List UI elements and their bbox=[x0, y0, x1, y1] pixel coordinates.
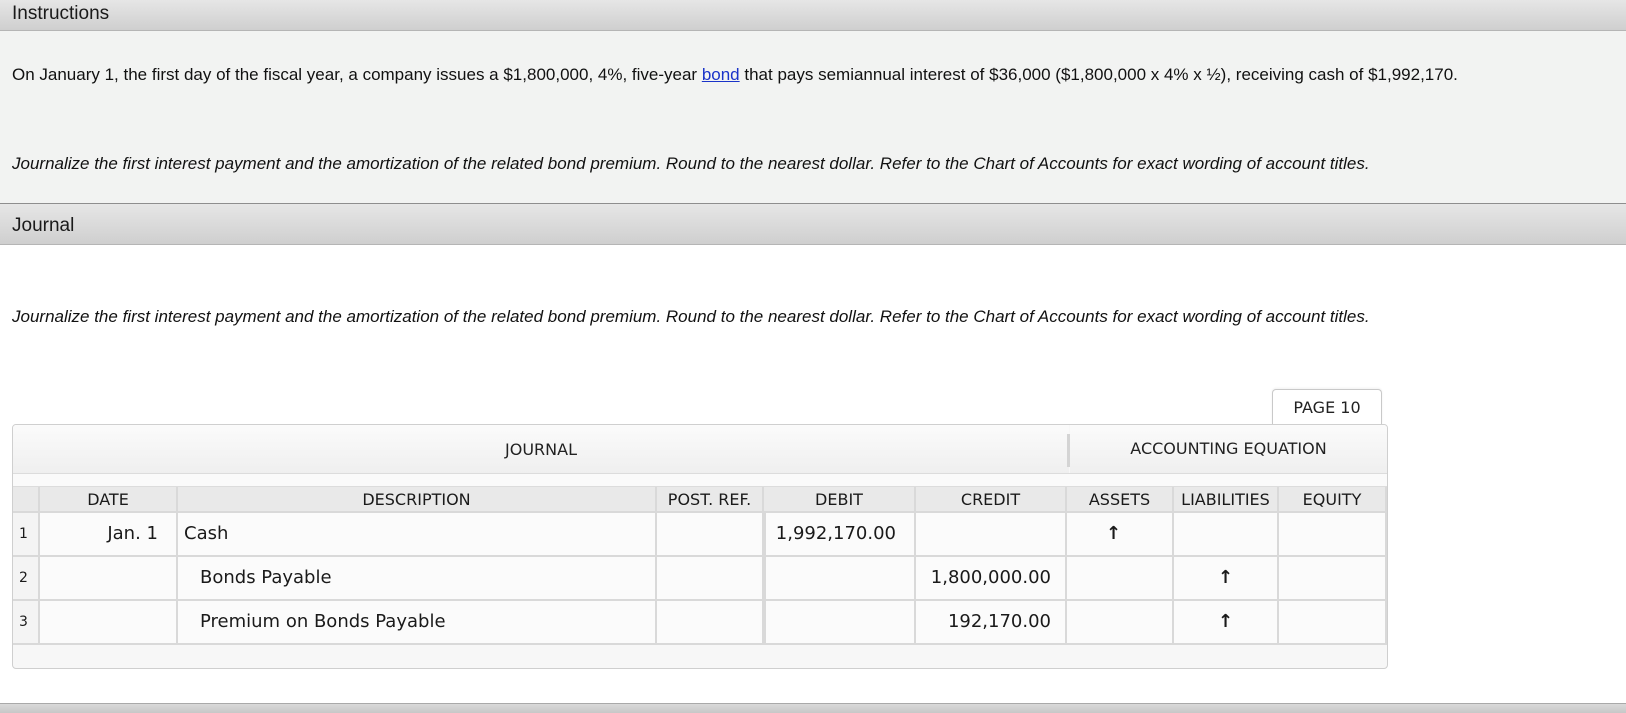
instructions-text-after: that pays semiannual interest of $36,000 ($1,800,000 x 4% x ½), receiving cash of $1,992,170. bbox=[739, 65, 1458, 84]
accounting-equation-header: ACCOUNTING EQUATION bbox=[1070, 425, 1387, 473]
equity-indicator[interactable] bbox=[1279, 513, 1387, 557]
col-header-debit: DEBIT bbox=[764, 487, 916, 513]
journal-section-header: JOURNAL bbox=[13, 425, 1069, 473]
col-header-credit: CREDIT bbox=[916, 487, 1067, 513]
row-number: 1 bbox=[13, 513, 40, 557]
date-field[interactable]: Jan. 1 bbox=[40, 513, 178, 557]
post-ref-field[interactable] bbox=[657, 513, 764, 557]
instructions-panel bbox=[0, 31, 1626, 203]
assets-indicator[interactable]: ↑ bbox=[1067, 513, 1174, 557]
instructions-header: Instructions bbox=[0, 0, 1626, 31]
date-field[interactable] bbox=[40, 601, 178, 645]
row-number: 3 bbox=[13, 601, 40, 645]
description-field[interactable]: Bonds Payable bbox=[178, 557, 657, 601]
col-header-date: DATE bbox=[40, 487, 178, 513]
debit-field[interactable] bbox=[764, 601, 916, 645]
journal-table bbox=[12, 424, 1388, 669]
equity-indicator[interactable] bbox=[1279, 601, 1387, 645]
post-ref-field[interactable] bbox=[657, 601, 764, 645]
col-header-description: DESCRIPTION bbox=[178, 487, 657, 513]
row-number: 2 bbox=[13, 557, 40, 601]
credit-field[interactable]: 192,170.00 bbox=[916, 601, 1067, 645]
description-field[interactable]: Premium on Bonds Payable bbox=[178, 601, 657, 645]
liabilities-indicator[interactable]: ↑ bbox=[1174, 557, 1279, 601]
date-field[interactable] bbox=[40, 557, 178, 601]
instructions-task: Journalize the first interest payment and the amortization of the related bond premium. Round to the nearest dollar. Refer to the Chart of Accounts for exact wording of account titles. bbox=[12, 154, 1370, 173]
credit-field[interactable]: 1,800,000.00 bbox=[916, 557, 1067, 601]
col-header-equity: EQUITY bbox=[1279, 487, 1387, 513]
bond-link[interactable]: bond bbox=[701, 65, 740, 84]
debit-field[interactable]: 1,992,170.00 bbox=[764, 513, 916, 557]
page-tab[interactable]: PAGE 10 bbox=[1272, 389, 1382, 425]
liabilities-indicator[interactable]: ↑ bbox=[1174, 601, 1279, 645]
instructions-text-before: On January 1, the first day of the fiscal year, a company issues a $1,800,000, 4%, five-year bbox=[12, 65, 702, 84]
debit-field[interactable] bbox=[764, 557, 916, 601]
credit-field[interactable] bbox=[916, 513, 1067, 557]
col-header-number bbox=[13, 487, 40, 513]
col-header-post-ref: POST. REF. bbox=[657, 487, 764, 513]
description-field[interactable]: Cash bbox=[178, 513, 657, 557]
post-ref-field[interactable] bbox=[657, 557, 764, 601]
header-spacer bbox=[13, 473, 1387, 487]
col-header-liabilities: LIABILITIES bbox=[1174, 487, 1279, 513]
assets-indicator[interactable] bbox=[1067, 601, 1174, 645]
col-header-assets: ASSETS bbox=[1067, 487, 1174, 513]
instructions-text bbox=[12, 65, 1458, 85]
assets-indicator[interactable] bbox=[1067, 557, 1174, 601]
journal-task: Journalize the first interest payment and the amortization of the related bond premium. Round to the nearest dollar. Refer to the Chart of Accounts for exact wording of account titles. bbox=[12, 307, 1370, 326]
liabilities-indicator[interactable] bbox=[1174, 513, 1279, 557]
equity-indicator[interactable] bbox=[1279, 557, 1387, 601]
journal-header: Journal bbox=[0, 203, 1626, 245]
